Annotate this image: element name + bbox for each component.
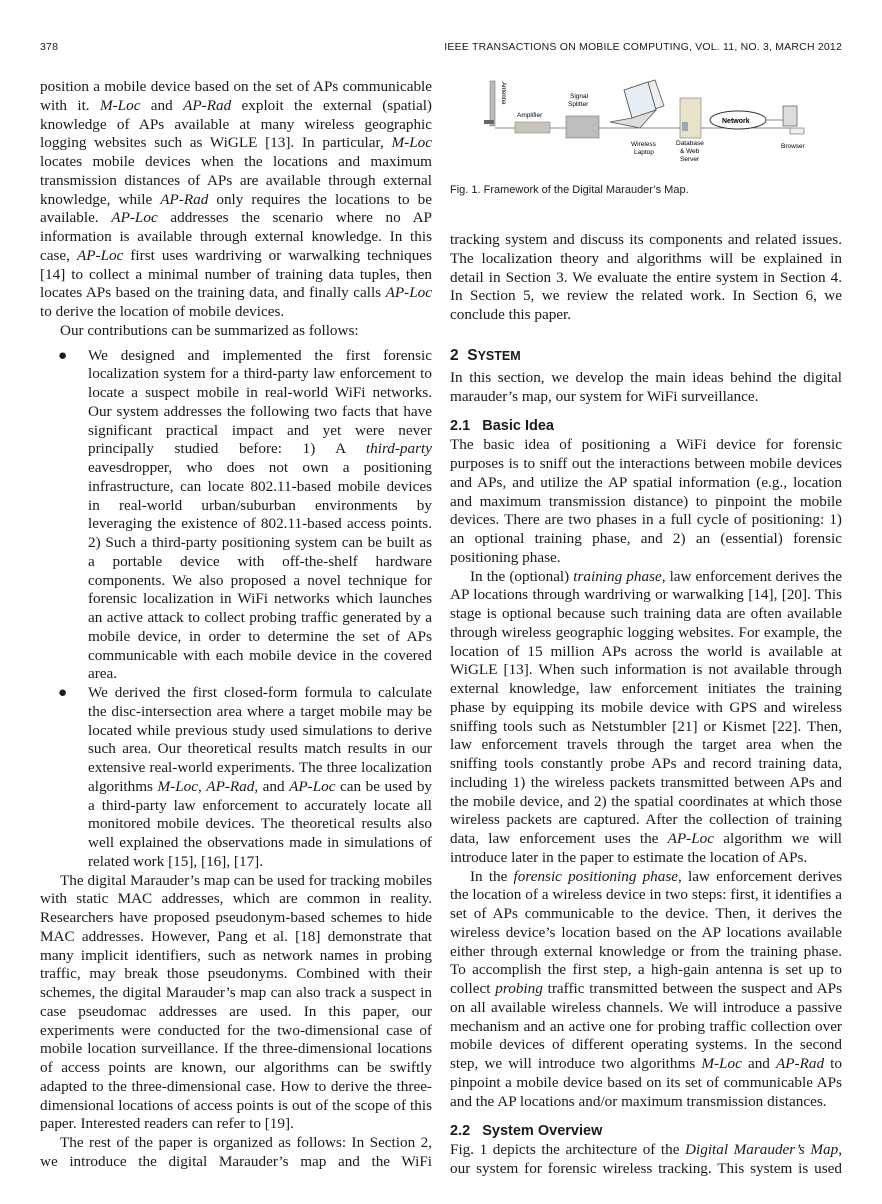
text-run: The rest of the paper is organized as follows: In Section 2, we introduce the digital Marauder’s map and the WiFi — [40, 1134, 432, 1170]
page-number: 378 — [40, 41, 59, 53]
bullet-icon: ● — [58, 684, 68, 701]
italic-term: M-Loc — [157, 777, 198, 795]
text-run: and — [140, 96, 184, 114]
contributions-list — [40, 347, 432, 872]
label-signal: Signal — [570, 93, 589, 100]
text-run: locates mobile devices when the locations and maximum transmission distances of APs are available through external knowledge, while — [40, 153, 432, 208]
italic-term: probing — [495, 980, 543, 997]
italic-term: AP-Rad — [206, 777, 255, 795]
browser-icon — [783, 106, 804, 134]
paragraph — [40, 322, 432, 341]
text-run: traffic transmitted between the suspect and APs on all available wireless channels. We will introduce a passive mechanism and an active one for probing traffic collection over mobile devices of different operating systems. In the second step, we will introduce two algorithms — [450, 980, 842, 1072]
antenna-icon — [484, 81, 495, 126]
paragraph — [450, 568, 842, 868]
label-wireless: Wireless — [631, 141, 656, 148]
label-browser: Browser — [781, 143, 805, 150]
list-item — [40, 684, 432, 872]
label-antenna: Antenna — [500, 82, 506, 105]
paragraph — [40, 872, 432, 1135]
paragraph — [40, 78, 432, 322]
text-run: Our contributions can be summarized as follows: — [60, 321, 359, 339]
left-column — [40, 78, 432, 1172]
label-amplifier: Amplifier — [517, 112, 543, 119]
text-run: The basic idea of positioning a WiFi device for forensic purposes is to sniff out the interactions between mobile devices and APs, and utilize the AP spatial information (e.g., location and maximum transmission distance) to pinpoint the mobile devices. There are two phases in a full cycle of positioning: 1) an optional training phase, and 2) an (essential) forensic positioning phase. — [450, 436, 842, 566]
text-run: , and — [254, 777, 290, 795]
list-item-text — [88, 347, 432, 683]
label-splitter: Splitter — [568, 101, 589, 108]
italic-term: M-Loc — [391, 134, 432, 152]
text-run: only requires the locations to be available. — [40, 190, 432, 227]
italic-term: M-Loc — [99, 96, 141, 114]
text-run: first uses wardriving or warwalking techniques [14] to collect a minimal number of training data tuples, then locates APs based on the training data, and finally calls — [40, 246, 432, 302]
subsection-heading: 2.2 System Overview — [450, 1123, 603, 1140]
text-run: In the (optional) — [470, 567, 574, 585]
subsection-heading: 2.1 Basic Idea — [450, 418, 554, 435]
paragraph — [450, 1141, 842, 1179]
label-laptop: Laptop — [634, 149, 654, 156]
italic-term: training phase — [573, 567, 662, 585]
section-heading — [450, 347, 842, 365]
text-run: , law enforcement derives the AP locations through wardriving or warwalking [14], [20]. This stage is optional because such training data are often available through wireless geographic logging websites. For example, the location of 15 million APs across the world is available at WiGLE [13]. When such information is not available through external knowledge, law enforcement initiates the training phase by equipping its mobile device with GPS and wireless sniffing tools such as Netstumbler [21] or Kismet [22]. Then, law enforcement travels through the target area when the sniffing tools constantly probe APs and record training data, including 1) the wireless packets transmitted between APs and the mobile device, and 2) the spatial coordinates at which those wireless packets are captured. After the collection of training data, law enforcement uses the — [450, 567, 842, 847]
text-run: In the — [470, 867, 514, 885]
text-run: The digital Marauder’s map can be used for tracking mobiles with static MAC addresses, which are common in reality. Researchers have proposed pseudonym-based schemes to hide MAC addresses. However, Pang et al. [18] demonstrate that many implicit identifiers, such as network names in probing traffic, may break those pseudonyms. Combined with their schemes, the digital Marauder’s map can also track a suspect in case pseudomac addresses are used. In this paper, our experiments were conducted for the two-dimensional case of mobile location surveillance. If the three-dimensional locations of access points are known, our algorithms can be swiftly adapted to the three-dimensional case. How to derive the three-dimensional locations of access points is out of the scope of this paper. Interested readers can refer to [19]. — [40, 871, 432, 1133]
list-item — [40, 347, 432, 685]
text-run: can be used by a third-party law enforcement to accurately locate all monitored mobile devices. The theoretical results also well explained the observations made in simulations of related work [15], [16], [17]. — [88, 777, 433, 870]
label-database: Database — [676, 140, 704, 147]
text-run: Fig. 1 depicts the architecture of the — [450, 1141, 686, 1159]
paragraph — [450, 231, 842, 325]
italic-term: AP-Loc — [385, 284, 432, 302]
bullet-icon: ● — [58, 346, 68, 364]
section-title-initial: S — [467, 346, 478, 364]
label-network: Network — [722, 118, 750, 125]
text-run: to derive the location of mobile devices. — [40, 303, 285, 320]
section-number: 2 — [450, 346, 459, 364]
text-run: addresses the scenario where no AP information is available through external knowledge. In this case, — [40, 209, 433, 264]
text-run: In this section, we develop the main ideas behind the digital marauder’s map, our system for WiFi surveillance. — [450, 368, 842, 405]
italic-term: Digital Marauder’s Map — [685, 1141, 839, 1159]
label-server: Server — [680, 156, 700, 163]
figure-1 — [450, 76, 842, 196]
text-run: eavesdropper, who does not own a positioning infrastructure, can locate 802.11-based mobile devices in real-world urban/suburban environments by leveraging the existence of 802.11-based access points. 2) Such a third-party positioning system can be built as a portable device with off-the-shelf hardware components. We also proposed a novel technique for forensic localization in WiFi networks which launches an active attack to collect probing traffic generated by a mobile device, in order to determine the set of APs communicable with each mobile device in the covered area. — [88, 459, 432, 683]
splitter-icon — [566, 116, 599, 138]
text-run: to pinpoint a mobile device based on its set of communicable APs and the AP locations and/or maximum transmission distances. — [450, 1055, 842, 1110]
framework-diagram — [450, 76, 842, 168]
italic-term: forensic positioning phase — [513, 867, 679, 885]
text-run: , our system for forensic wireless tracking. This system is used — [450, 1141, 842, 1177]
italic-term: M-Loc — [701, 1055, 742, 1072]
list-item-text — [88, 684, 432, 870]
text-run: tracking system and discuss its components and related issues. The localization theory and algorithms will be explained in detail in Section 3. We evaluate the entire system in Section 4. In Section 5, we review the related work. In Section 6, we conclude this paper. — [450, 231, 842, 323]
right-column — [450, 231, 842, 1179]
paragraph — [450, 369, 842, 407]
italic-term: AP-Loc — [289, 777, 336, 795]
italic-term: AP-Loc — [111, 209, 158, 227]
server-icon — [680, 98, 701, 138]
italic-term: AP-Rad — [160, 190, 209, 208]
running-header: IEEE TRANSACTIONS ON MOBILE COMPUTING, VOL. 11, NO. 3, MARCH 2012 — [444, 41, 842, 53]
paragraph — [40, 1134, 432, 1172]
text-run: and — [741, 1055, 776, 1072]
italic-term: AP-Loc — [76, 246, 124, 264]
paragraph — [450, 868, 842, 1112]
text-run: , — [197, 777, 207, 795]
amplifier-icon — [515, 122, 550, 133]
text-run: We designed and implemented the first forensic localization system for a third-party law enforcement to locate a suspect mobile in real-world WiFi networks. Our system addresses the following two facts that have significant practical impact and yet were never principally studied before: 1) A — [88, 346, 432, 458]
laptop-icon — [610, 80, 664, 128]
italic-term: AP-Rad — [183, 96, 232, 114]
figure-caption: Fig. 1. Framework of the Digital Marauder’s Map. — [450, 184, 689, 196]
paragraph — [450, 436, 842, 567]
italic-term: AP-Rad — [775, 1055, 825, 1072]
text-run: algorithm we will introduce later in the paper to estimate the location of APs. — [450, 830, 843, 866]
section-title-rest: YSTEM — [477, 348, 521, 363]
italic-term: AP-Loc — [667, 830, 715, 847]
text-run: exploit the external (spatial) knowledge of APs available at many wireless geographic logging websites such as WiGLE [13]. In particular, — [40, 96, 432, 152]
label-web: & Web — [680, 148, 700, 155]
text-run: position a mobile device based on the set of APs communicable with it. — [40, 78, 432, 114]
text-run: , law enforcement derives the location of a wireless device in two steps: first, it identifies a set of APs communicable to the device. Then, it derives the wireless device’s location based on the AP locations available either through external knowledge or from the training phase. To accomplish the first step, a high-gain antenna is set up to collect — [450, 867, 842, 997]
italic-term: third-party — [365, 440, 432, 458]
text-run: We derived the first closed-form formula to calculate the disc-intersection area where a target mobile may be located while previous study used simulations to derive such area. Our theoretical results match results in our extensive real-world experiments. The three localization algorithms — [88, 684, 432, 795]
